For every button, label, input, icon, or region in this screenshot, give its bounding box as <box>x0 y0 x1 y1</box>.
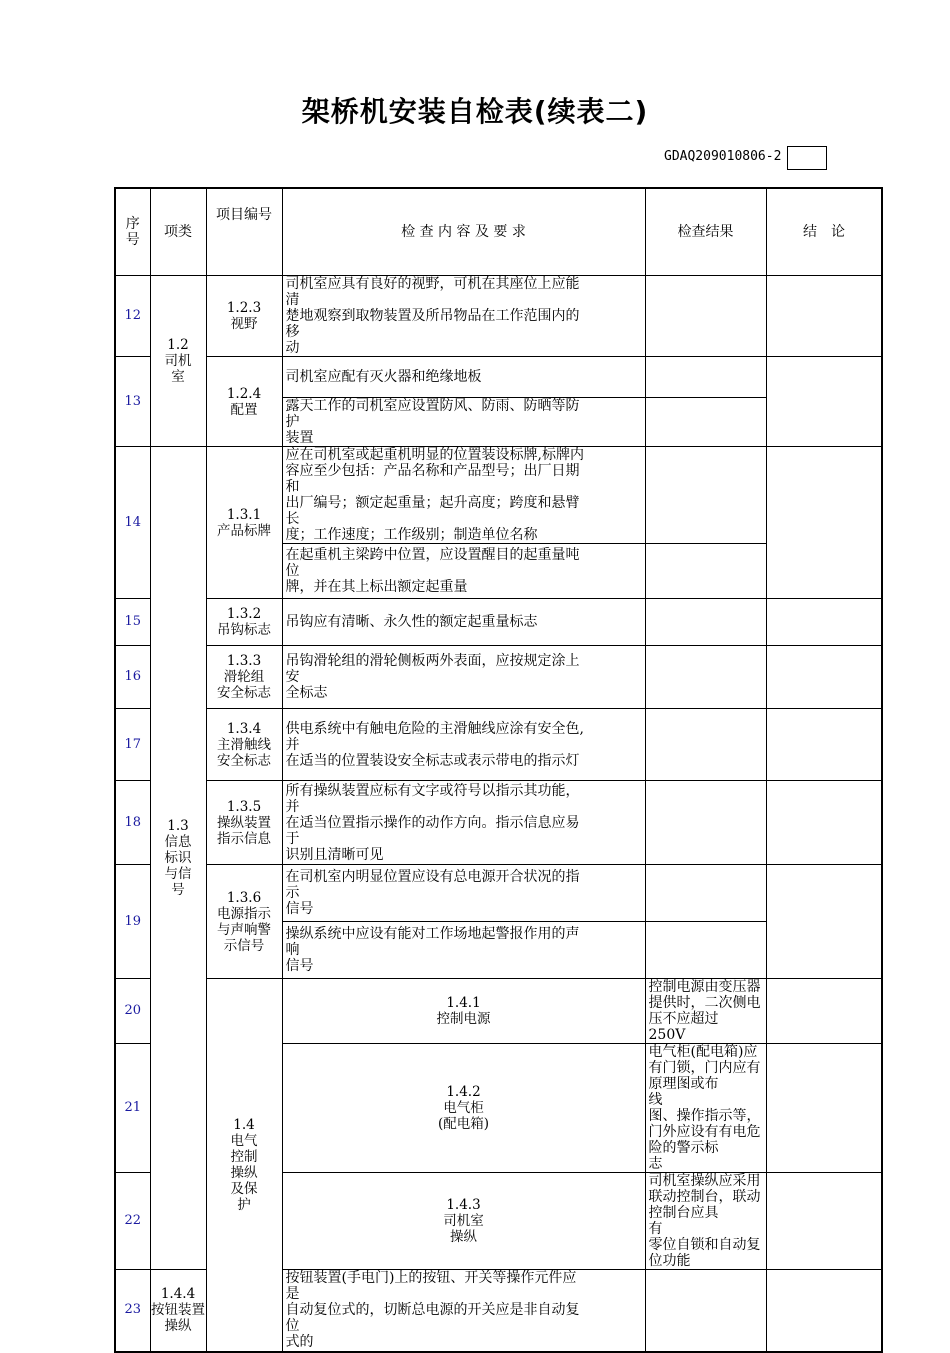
table-row <box>115 781 882 865</box>
header-seq: 序 号 <box>115 188 150 276</box>
item-code-cell: 1.3.4 主滑触线 安全标志 <box>206 709 282 781</box>
header-row <box>115 188 882 276</box>
content-cell: 供电系统中有触电危险的主滑触线应涂有安全色, 并 在适当的位置装设安全标志或表示带电的指示灯 <box>282 709 645 781</box>
result-cell[interactable] <box>645 276 766 357</box>
conclusion-cell[interactable] <box>766 1270 882 1352</box>
item-code-cell: 1.3.5 操纵装置 指示信息 <box>206 781 282 865</box>
item-code-cell: 1.4.4 按钮装置 操纵 <box>150 1270 206 1352</box>
item-code-cell: 1.3.6 电源指示 与声响警 示信号 <box>206 865 282 979</box>
table-row <box>115 979 882 1044</box>
conclusion-cell[interactable] <box>766 599 882 646</box>
conclusion-cell[interactable] <box>766 276 882 357</box>
content-cell: 吊钩应有清晰、永久性的额定起重量标志 <box>282 599 645 646</box>
result-cell[interactable] <box>766 1044 882 1173</box>
content-cell: 电气柜(配电箱)应有门锁，门内应有原理图或布 线 图、操作指示等，门外应设有有电危险的警示标 志 <box>645 1044 766 1173</box>
conclusion-cell[interactable] <box>766 646 882 709</box>
content-cell: 露天工作的司机室应设置防风、防雨、防晒等防 护 装置 <box>282 398 645 447</box>
table-row <box>115 357 882 398</box>
result-cell[interactable] <box>645 447 766 544</box>
item-code-cell: 1.3.2 吊钩标志 <box>206 599 282 646</box>
content-cell: 在起重机主梁跨中位置，应设置醒目的起重量吨 位 牌，并在其上标出额定起重量 <box>282 544 645 599</box>
seq-cell: 17 <box>115 709 150 781</box>
item-code-cell: 1.4.3 司机室 操纵 <box>282 1173 645 1270</box>
seq-cell: 23 <box>115 1270 150 1352</box>
seq-cell: 19 <box>115 865 150 979</box>
content-cell: 操纵系统中应设有能对工作场地起警报作用的声 响 信号 <box>282 922 645 979</box>
table-row <box>115 276 882 357</box>
seq-cell: 21 <box>115 1044 150 1173</box>
content-cell: 吊钩滑轮组的滑轮侧板两外表面，应按规定涂上 安 全标志 <box>282 646 645 709</box>
content-cell: 司机室应具有良好的视野，可机在其座位上应能 清 楚地观察到取物装置及所吊物品在工作范围内的 移 动 <box>282 276 645 357</box>
result-cell[interactable] <box>645 398 766 447</box>
content-cell: 按钮装置(手电门)上的按钮、开关等操作元件应 是 自动复位式的，切断总电源的开关应是非自动复 位 式的 <box>282 1270 645 1352</box>
category-cell: 1.2 司机 室 <box>150 276 206 447</box>
content-cell: 在司机室内明显位置应设有总电源开合状况的指 示 信号 <box>282 865 645 922</box>
content-cell: 司机室应配有灭火器和绝缘地板 <box>282 357 645 398</box>
conclusion-cell[interactable] <box>766 709 882 781</box>
item-code-cell: 1.3.1 产品标牌 <box>206 447 282 599</box>
conclusion-cell[interactable] <box>766 357 882 447</box>
result-cell[interactable] <box>645 922 766 979</box>
result-cell[interactable] <box>645 544 766 599</box>
table-row <box>115 865 882 922</box>
conclusion-cell[interactable] <box>766 781 882 865</box>
table-row <box>115 709 882 781</box>
content-cell: 应在司机室或起重机明显的位置装设标牌,标牌内 容应至少包括：产品名称和产品型号；出厂日期 和 出厂编号；额定起重量；起升高度；跨度和悬臂 长 度；工作速度；工作级别；制造单位名称 <box>282 447 645 544</box>
seq-cell: 20 <box>115 979 150 1044</box>
header-category: 项类 <box>150 188 206 276</box>
result-cell[interactable] <box>645 599 766 646</box>
seq-cell: 16 <box>115 646 150 709</box>
seq-cell: 13 <box>115 357 150 447</box>
content-cell: 控制电源由变压器提供时，二次侧电压不应超过 250V <box>645 979 766 1044</box>
page-title: 架桥机安装自检表(续表二) <box>301 95 649 128</box>
result-cell[interactable] <box>645 1270 766 1352</box>
item-code-cell: 1.4.1 控制电源 <box>282 979 645 1044</box>
result-cell[interactable] <box>645 357 766 398</box>
result-cell[interactable] <box>766 979 882 1044</box>
header-result: 检查结果 <box>645 188 766 276</box>
item-code-cell: 1.4.2 电气柜 (配电箱) <box>282 1044 645 1173</box>
result-cell[interactable] <box>645 865 766 922</box>
result-cell[interactable] <box>645 646 766 709</box>
conclusion-cell[interactable] <box>766 865 882 979</box>
item-code-cell: 1.3.3 滑轮组 安全标志 <box>206 646 282 709</box>
item-code-cell: 1.2.4 配置 <box>206 357 282 447</box>
item-code-cell: 1.2.3 视野 <box>206 276 282 357</box>
content-cell: 所有操纵装置应标有文字或符号以指示其功能， 并 在适当位置指示操作的动作方向。指示信息应易 于 识别且清晰可见 <box>282 781 645 865</box>
content-cell: 司机室操纵应采用联动控制台，联动控制台应具 有 零位自锁和自动复位功能 <box>645 1173 766 1270</box>
category-cell: 1.4 电气 控制 操纵 及保 护 <box>206 979 282 1352</box>
result-cell[interactable] <box>766 1173 882 1270</box>
header-item-no: 项目编号 <box>206 188 282 276</box>
header-conclusion: 结 论 <box>766 188 882 276</box>
table-row <box>115 447 882 544</box>
seq-cell: 12 <box>115 276 150 357</box>
header-content: 检 查 内 容 及 要 求 <box>282 188 645 276</box>
seq-cell: 14 <box>115 447 150 599</box>
result-cell[interactable] <box>645 709 766 781</box>
result-cell[interactable] <box>645 781 766 865</box>
inspection-table <box>114 187 883 1353</box>
seq-cell: 18 <box>115 781 150 865</box>
category-cell: 1.3 信息 标识 与信 号 <box>150 447 206 1270</box>
sheet-number-box[interactable] <box>787 146 827 170</box>
seq-cell: 22 <box>115 1173 150 1270</box>
table-row <box>115 599 882 646</box>
conclusion-cell[interactable] <box>766 447 882 599</box>
table-row <box>115 646 882 709</box>
document-code: GDAQ209010806-2 <box>664 149 782 164</box>
seq-cell: 15 <box>115 599 150 646</box>
